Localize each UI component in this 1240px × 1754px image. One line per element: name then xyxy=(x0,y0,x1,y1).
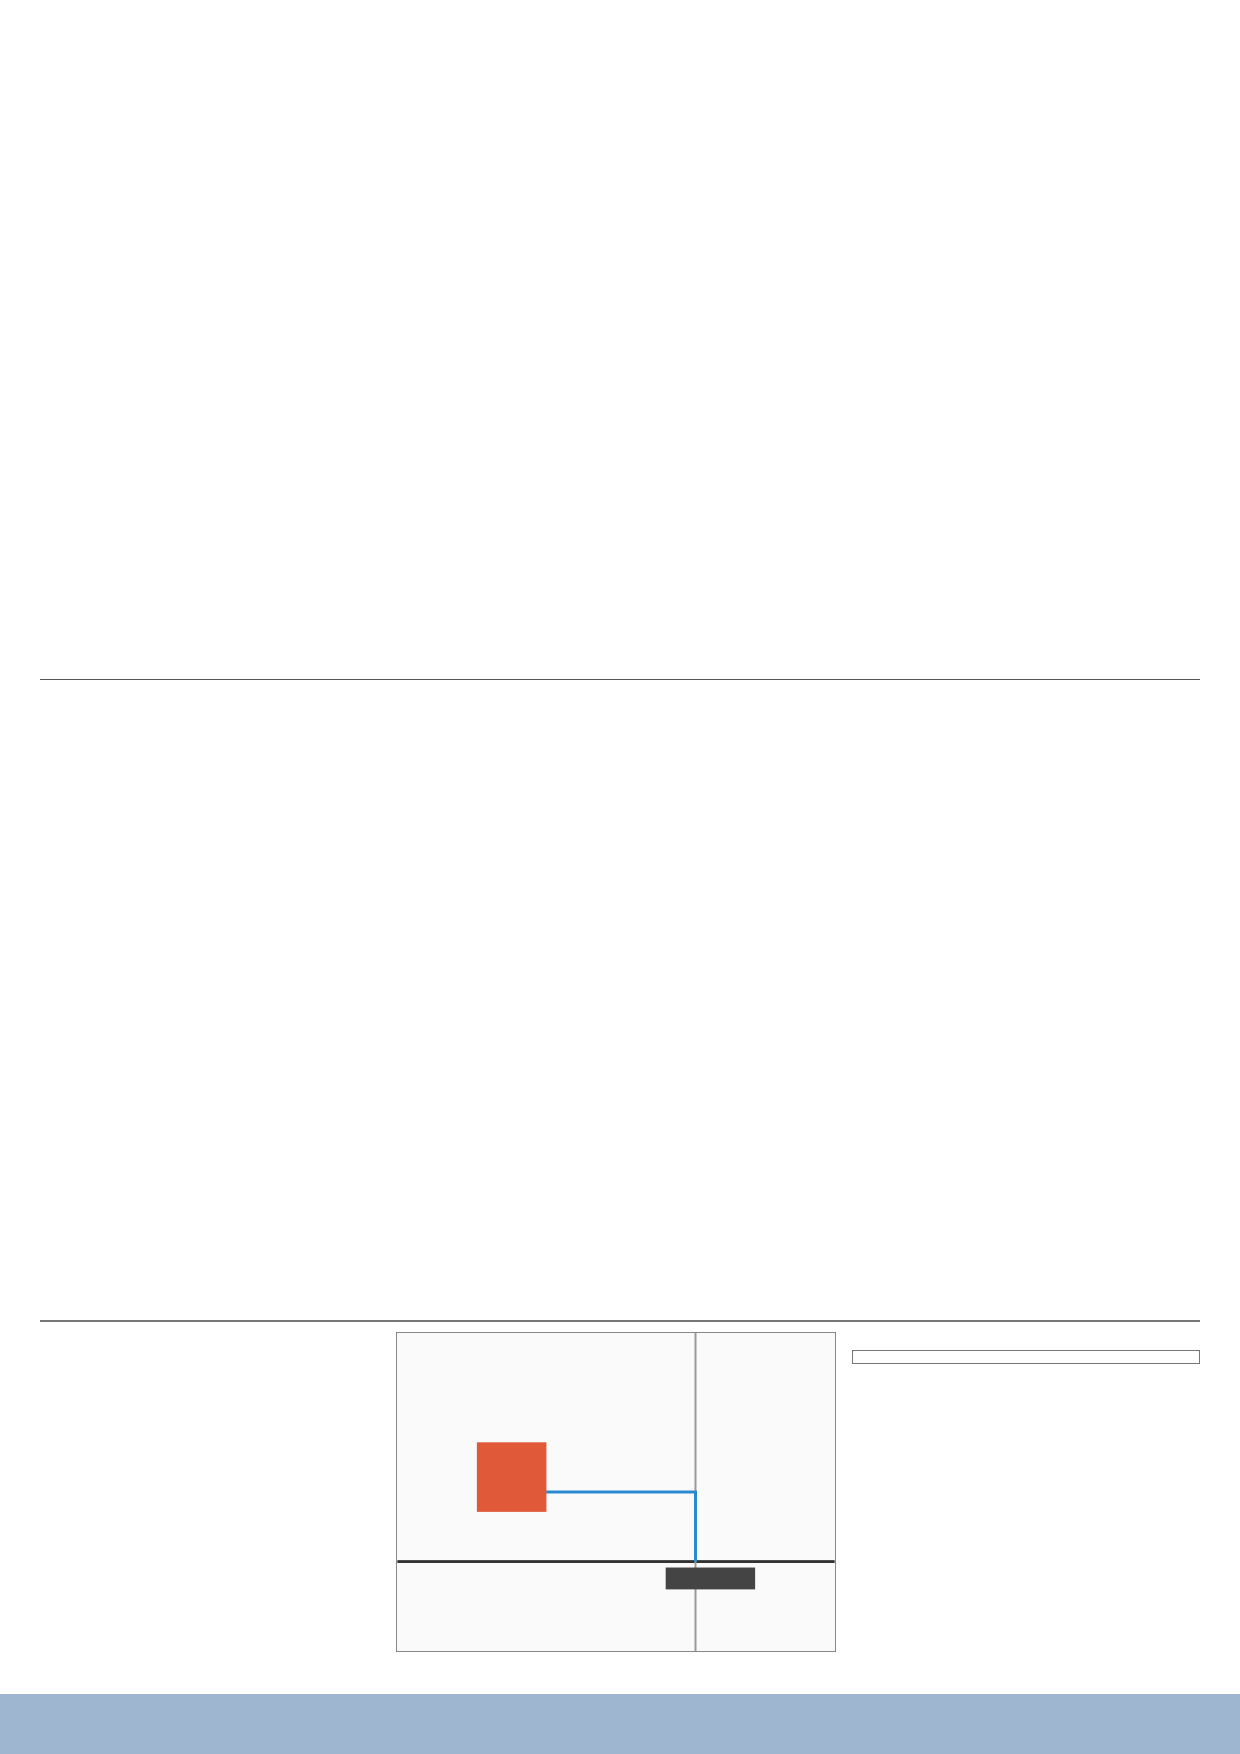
next-performance-box xyxy=(852,1350,1200,1364)
program-listing xyxy=(40,30,1200,680)
synopsis-section xyxy=(40,690,1200,1310)
footer-bar xyxy=(0,1694,1240,1754)
program-piece xyxy=(1090,30,1106,679)
program-piece xyxy=(1142,30,1158,679)
admission-block xyxy=(852,1332,1200,1664)
synopsis-block xyxy=(1196,690,1200,1310)
venue-marker xyxy=(477,1442,547,1512)
synopsis-block xyxy=(1160,690,1164,1310)
pieces-container xyxy=(1090,30,1184,679)
synopsis-block xyxy=(1142,690,1146,1310)
program-heading xyxy=(1192,30,1200,679)
info-band xyxy=(40,1320,1200,1664)
synopsis-block xyxy=(1178,690,1182,1310)
map-svg xyxy=(397,1333,835,1651)
date-venue-block xyxy=(40,1332,380,1664)
station-box xyxy=(666,1568,755,1590)
access-map xyxy=(396,1332,836,1652)
program-piece xyxy=(1116,30,1132,679)
notice-block xyxy=(40,30,110,670)
program-piece xyxy=(1168,30,1184,679)
